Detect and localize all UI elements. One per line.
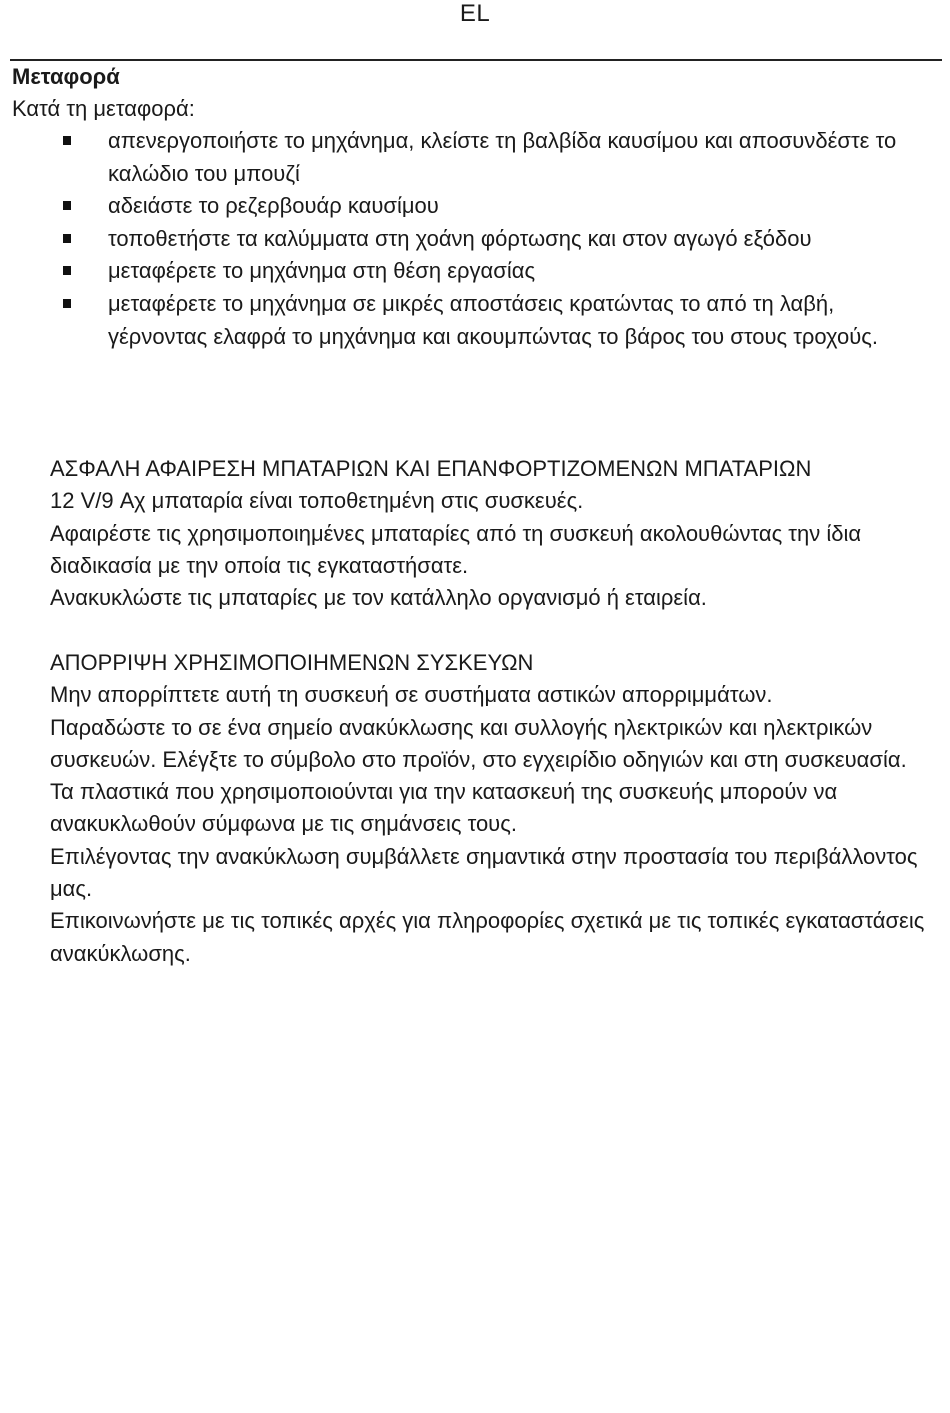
disposal-paragraph: Παραδώστε το σε ένα σημείο ανακύκλωσης και συλλογής ηλεκτρικών και ηλεκτρικών συσκευών. Ελέγξτε το σύμβολο στο προϊόν, στο εγχειρίδιο οδηγιών και στη συσκευασία. Τα πλαστικά που χρησιμοποιούνται για την κατασκευή της συσκευής μπορούν να ανακυκλωθούν σύμφωνα με τις σημάνσεις τους. bbox=[50, 714, 907, 837]
battery-paragraph: Αφαιρέστε τις χρησιμοποιημένες μπαταρίες από τη συσκευή ακολουθώντας την ίδια διαδικασία με την οποία τις εγκαταστήσατε. bbox=[50, 520, 862, 578]
list-item-text: τοποθετήστε τα καλύμματα στη χοάνη φόρτωσης και στον αγωγό εξόδου bbox=[108, 225, 812, 251]
battery-section-title: ΑΣΦΑΛΗ ΑΦΑΙΡΕΣΗ ΜΠΑΤΑΡΙΩΝ ΚΑΙ ΕΠΑΝΦΟΡΤΙΖΟΜΕΝΩΝ ΜΠΑΤΑΡΙΩΝ bbox=[50, 456, 812, 481]
list-item bbox=[0, 190, 928, 223]
square-bullet-icon bbox=[63, 201, 71, 210]
transport-steps-list bbox=[0, 125, 928, 353]
battery-removal-section bbox=[50, 453, 930, 614]
transport-intro: Κατά τη μεταφορά: bbox=[12, 96, 195, 121]
transport-heading: Μεταφορά bbox=[12, 64, 120, 89]
disposal-section-title: ΑΠΟΡΡΙΨΗ ΧΡΗΣΙΜΟΠΟΙΗΜΕΝΩΝ ΣΥΣΚΕΥΩΝ bbox=[50, 650, 534, 675]
list-item bbox=[0, 288, 928, 353]
list-item-text: απενεργοποιήστε το μηχάνημα, κλείστε τη βαλβίδα καυσίμου και αποσυνδέστε το καλώδιο του μπουζί bbox=[108, 128, 897, 186]
square-bullet-icon bbox=[63, 136, 71, 145]
square-bullet-icon bbox=[63, 299, 71, 308]
list-item bbox=[0, 223, 928, 256]
list-item-text: μεταφέρετε το μηχάνημα σε μικρές αποστάσεις κρατώντας το από τη λαβή, γέρνοντας ελαφρά το μηχάνημα και ακουμπώντας το βάρος του στους τροχούς. bbox=[108, 290, 878, 349]
disposal-paragraph: Μην απορρίπτετε αυτή τη συσκευή σε συστήματα αστικών απορριμμάτων. bbox=[50, 682, 773, 708]
list-item bbox=[0, 125, 928, 190]
square-bullet-icon bbox=[63, 266, 71, 275]
header-divider bbox=[10, 59, 942, 61]
disposal-paragraph: Επιλέγοντας την ανακύκλωση συμβάλλετε σημαντικά στην προστασία του περιβάλλοντος μας. bbox=[50, 843, 918, 902]
list-item bbox=[0, 255, 928, 288]
square-bullet-icon bbox=[63, 234, 71, 243]
disposal-paragraph: Επικοινωνήστε με τις τοπικές αρχές για πληροφορίες σχετικά με τις τοπικές εγκαταστάσεις ανακύκλωσης. bbox=[50, 908, 925, 966]
list-item-text: αδειάστε το ρεζερβουάρ καυσίμου bbox=[108, 193, 439, 219]
battery-paragraph: Ανακυκλώστε τις μπαταρίες με τον κατάλληλο οργανισμό ή εταιρεία. bbox=[50, 585, 707, 611]
disposal-section bbox=[50, 647, 930, 970]
battery-paragraph: 12 V/9 Αχ μπαταρία είναι τοποθετημένη στις συσκευές. bbox=[50, 488, 584, 514]
list-item-text: μεταφέρετε το μηχάνημα στη θέση εργασίας bbox=[108, 258, 536, 284]
language-code: EL bbox=[459, 0, 491, 27]
